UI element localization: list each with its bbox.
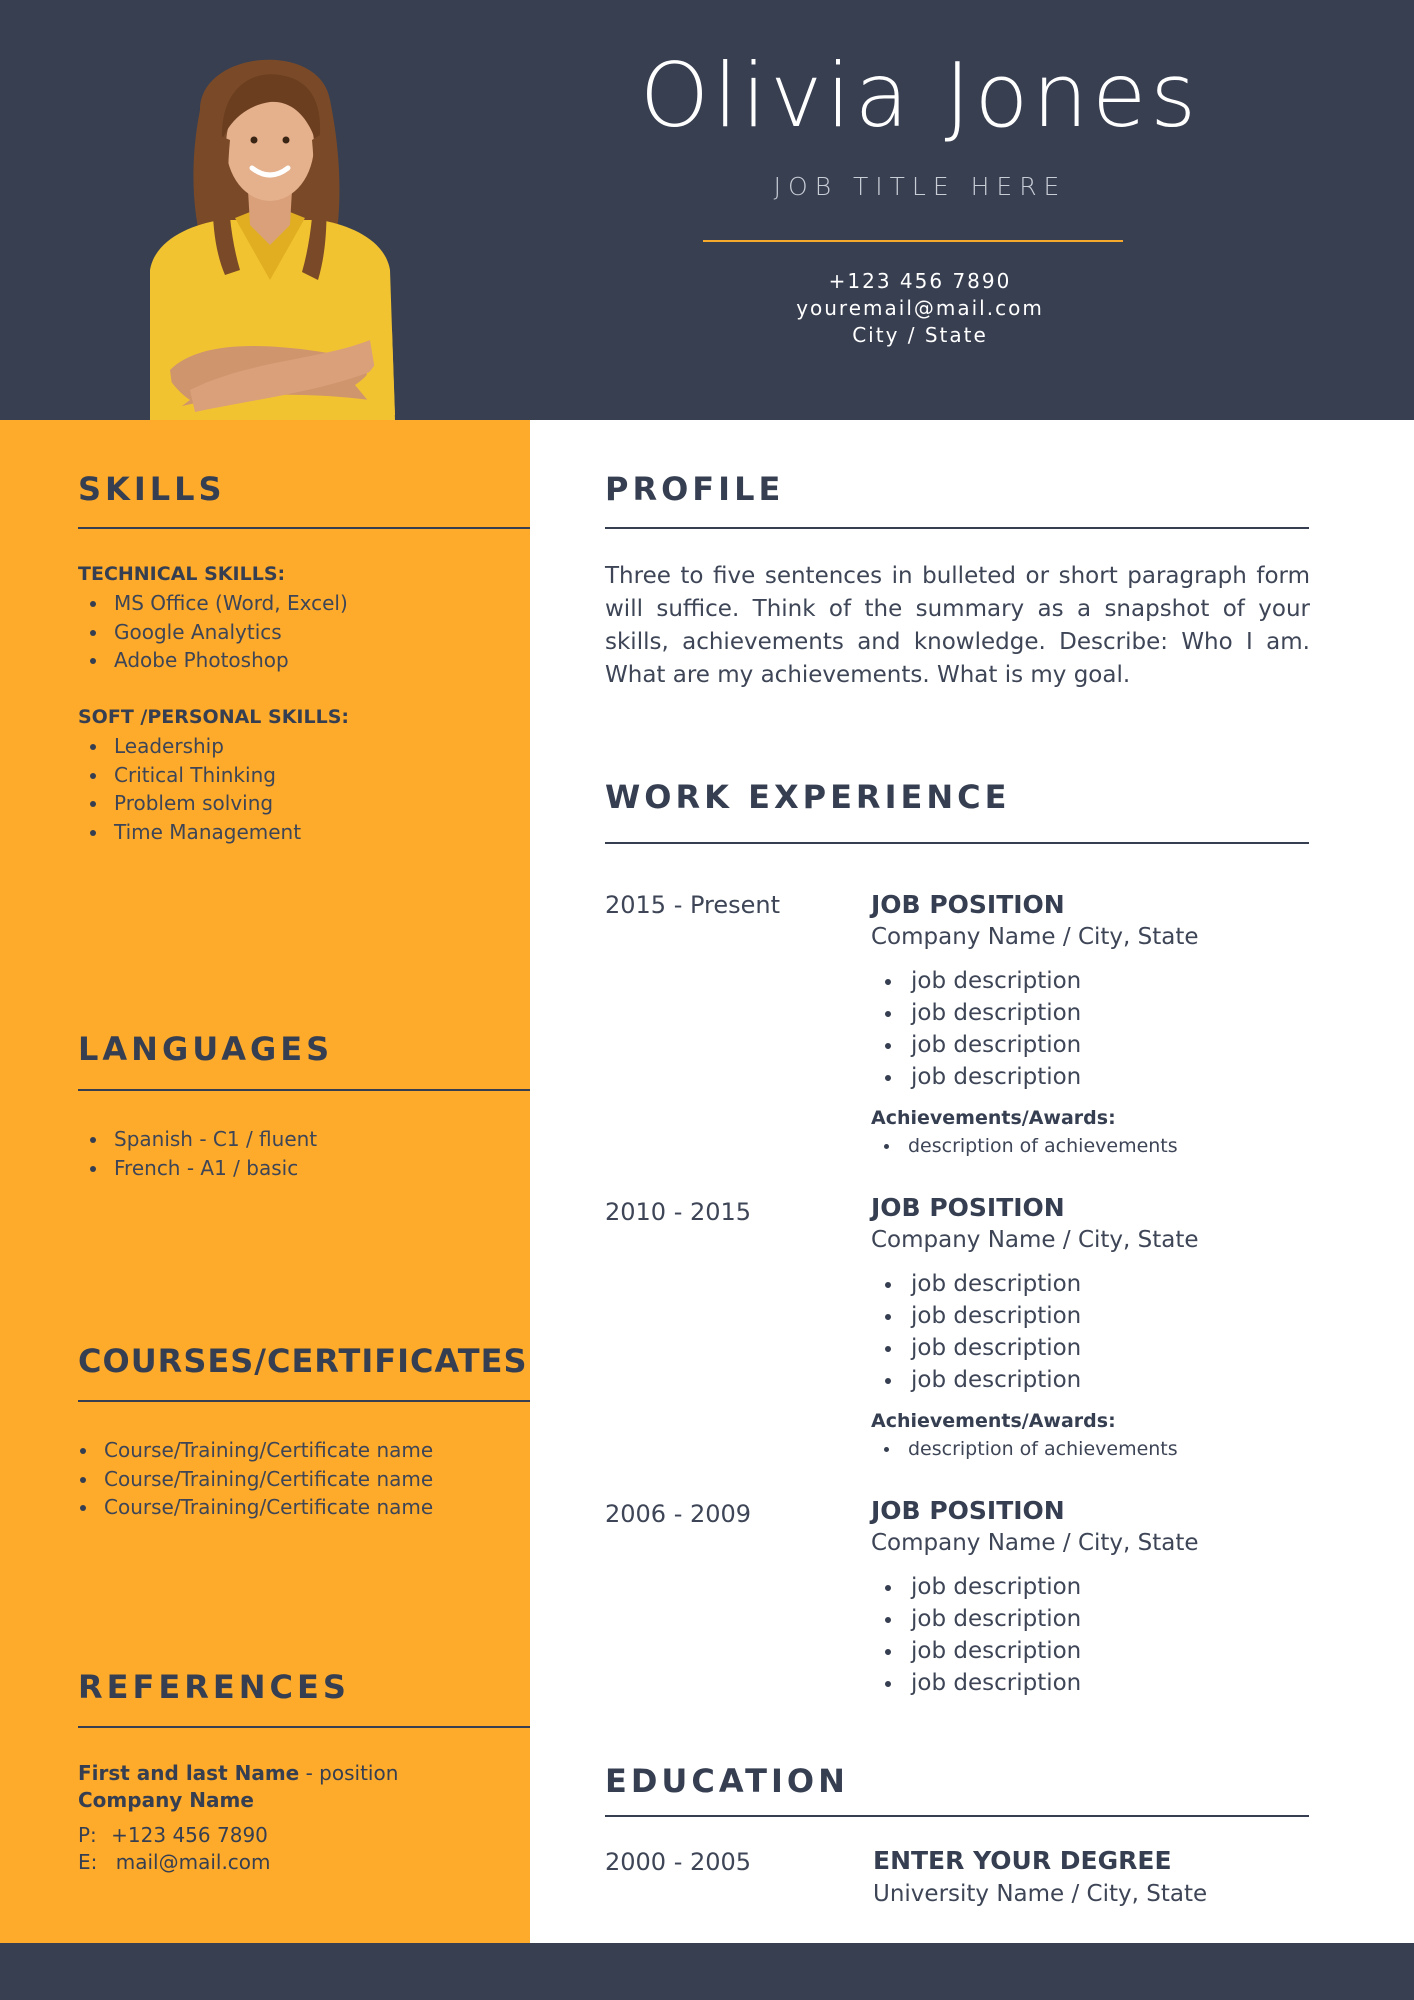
list-item: job description xyxy=(871,1603,1081,1635)
resume-header xyxy=(0,0,1414,420)
achievements-list xyxy=(871,1436,1178,1462)
languages-divider xyxy=(78,1089,530,1091)
reference-email-label: E: xyxy=(78,1850,98,1874)
references-heading: REFERENCES xyxy=(78,1668,350,1706)
skills-heading: SKILLS xyxy=(78,470,226,508)
job-position: JOB POSITION xyxy=(871,1496,1065,1525)
profile-photo xyxy=(130,40,410,420)
education-divider xyxy=(605,1815,1309,1817)
achievements-label: Achievements/Awards: xyxy=(871,1107,1116,1129)
list-item: Leadership xyxy=(78,732,301,761)
reference-phone-line xyxy=(78,1823,268,1847)
reference-company-line xyxy=(78,1788,254,1812)
list-item: job description xyxy=(871,1571,1081,1603)
list-item: description of achievements xyxy=(871,1133,1178,1159)
reference-name: First and last Name xyxy=(78,1761,300,1785)
profile-divider xyxy=(605,527,1309,529)
full-name: Olivia Jones xyxy=(639,44,1201,147)
reference-phone-label: P: xyxy=(78,1823,97,1847)
list-item: Spanish - C1 / fluent xyxy=(78,1125,317,1154)
education-degree: ENTER YOUR DEGREE xyxy=(873,1846,1172,1875)
job-position: JOB POSITION xyxy=(871,1193,1065,1222)
contact-phone: +123 456 7890 xyxy=(828,269,1012,293)
list-item: Course/Training/Certificate name xyxy=(78,1465,433,1494)
profile-summary: Three to five sentences in bulleted or short paragraph form will suffice. Think of the summary as a snapshot of your skills, achievements and knowledge. Describe: Who I am. What are my achievements. What is my goal. xyxy=(605,563,1310,688)
job-title: JOB TITLE HERE xyxy=(773,172,1067,201)
work-experience-heading: WORK EXPERIENCE xyxy=(605,778,1011,816)
list-item: job description xyxy=(871,997,1081,1029)
list-item: job description xyxy=(871,1364,1081,1396)
achievements-label: Achievements/Awards: xyxy=(871,1410,1116,1432)
profile-heading: PROFILE xyxy=(605,470,785,508)
list-item: Time Management xyxy=(78,818,301,847)
list-item: job description xyxy=(871,1635,1081,1667)
technical-skills-label: TECHNICAL SKILLS: xyxy=(78,563,286,585)
footer-bar xyxy=(0,1943,1414,2000)
job-duties-list xyxy=(871,1571,1081,1699)
technical-skills-list xyxy=(78,589,348,675)
courses-list xyxy=(78,1436,433,1522)
list-item: job description xyxy=(871,1332,1081,1364)
job-company: Company Name / City, State xyxy=(871,924,1199,950)
list-item: Google Analytics xyxy=(78,618,348,647)
achievements-list xyxy=(871,1133,1178,1159)
list-item: job description xyxy=(871,1667,1081,1699)
list-item: job description xyxy=(871,1029,1081,1061)
list-item: job description xyxy=(871,1061,1081,1093)
list-item: Critical Thinking xyxy=(78,761,301,790)
languages-list xyxy=(78,1125,317,1182)
list-item: job description xyxy=(871,965,1081,997)
job-duties-list xyxy=(871,965,1081,1093)
list-item: Course/Training/Certificate name xyxy=(78,1436,433,1465)
header-divider xyxy=(703,240,1123,242)
contact-location: City / State xyxy=(852,323,988,347)
languages-heading: LANGUAGES xyxy=(78,1030,334,1068)
job-position: JOB POSITION xyxy=(871,890,1065,919)
education-school: University Name / City, State xyxy=(873,1881,1208,1907)
contact-email: youremail@mail.com xyxy=(796,296,1044,320)
sidebar xyxy=(0,420,530,1943)
work-experience-divider xyxy=(605,842,1309,844)
reference-email: mail@mail.com xyxy=(115,1850,271,1874)
job-company: Company Name / City, State xyxy=(871,1530,1199,1556)
skills-divider xyxy=(78,527,530,529)
job-dates: 2015 - Present xyxy=(605,891,781,919)
courses-heading: COURSES/CERTIFICATES xyxy=(78,1342,528,1380)
job-company: Company Name / City, State xyxy=(871,1227,1199,1253)
reference-email-line xyxy=(78,1850,271,1874)
list-item: description of achievements xyxy=(871,1436,1178,1462)
list-item: job description xyxy=(871,1268,1081,1300)
references-divider xyxy=(78,1726,530,1728)
reference-position: - position xyxy=(299,1761,399,1785)
reference-name-line xyxy=(78,1761,398,1785)
courses-divider xyxy=(78,1400,530,1402)
soft-skills-list xyxy=(78,732,301,846)
job-duties-list xyxy=(871,1268,1081,1396)
list-item: Adobe Photoshop xyxy=(78,646,348,675)
list-item: job description xyxy=(871,1300,1081,1332)
job-dates: 2006 - 2009 xyxy=(605,1500,752,1528)
contact-block xyxy=(530,268,1310,349)
reference-phone: +123 456 7890 xyxy=(111,1823,268,1847)
education-heading: EDUCATION xyxy=(605,1762,849,1800)
list-item: French - A1 / basic xyxy=(78,1154,317,1183)
soft-skills-label: SOFT /PERSONAL SKILLS: xyxy=(78,706,350,728)
job-dates: 2010 - 2015 xyxy=(605,1198,752,1226)
education-dates: 2000 - 2005 xyxy=(605,1848,752,1876)
list-item: Course/Training/Certificate name xyxy=(78,1493,433,1522)
reference-company: Company Name xyxy=(78,1788,254,1812)
list-item: Problem solving xyxy=(78,789,301,818)
list-item: MS Office (Word, Excel) xyxy=(78,589,348,618)
